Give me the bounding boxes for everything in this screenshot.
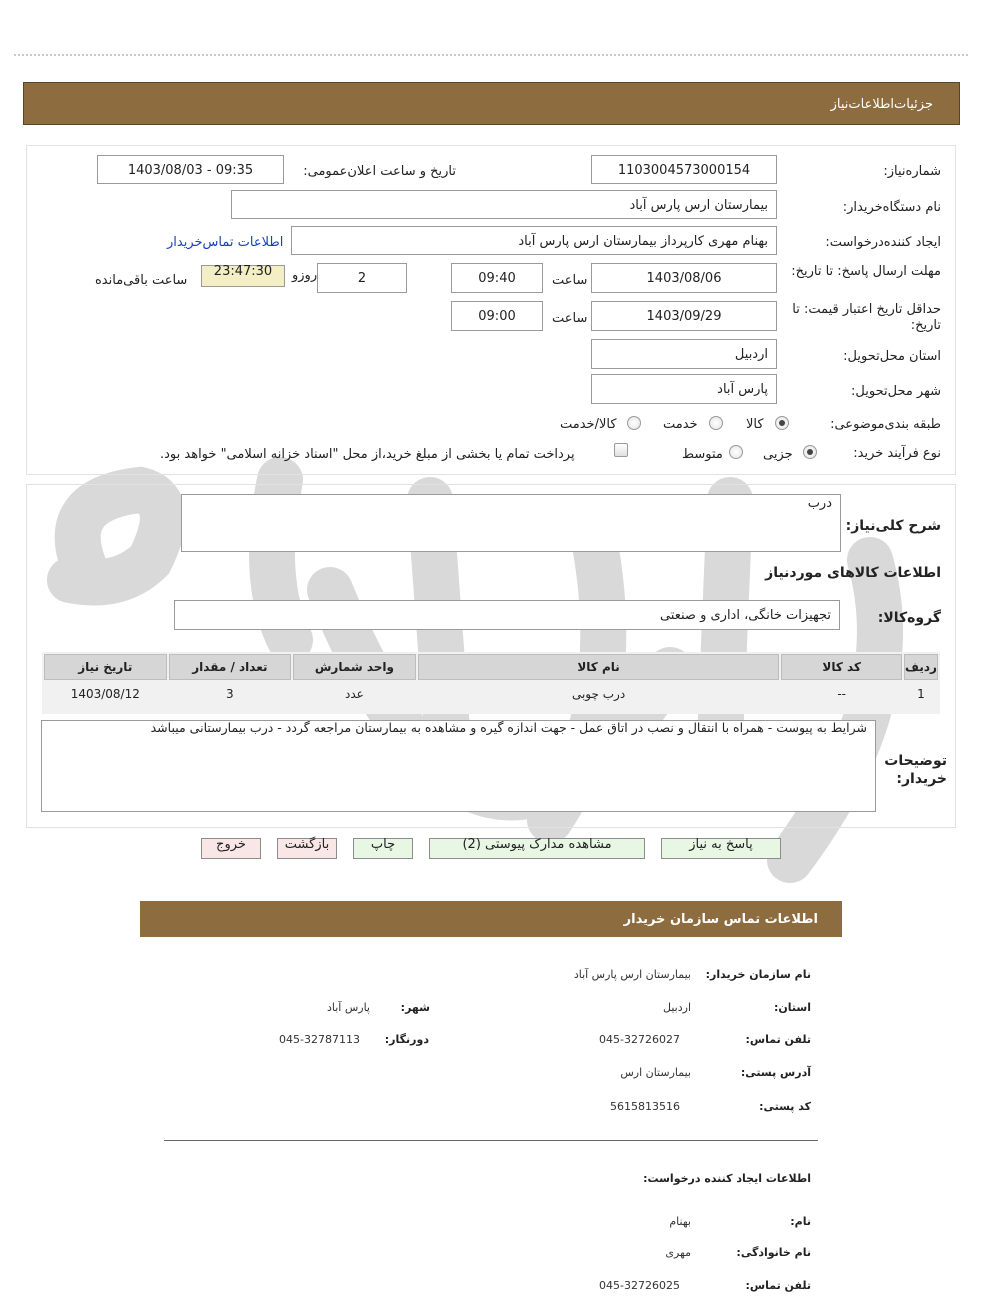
buyer-notes-field: شرایط به پیوست - همراه با انتقال و نصب در اتاق عمل - جهت اندازه گیره و مشاهده به بیمارستان مراجعه گردد - درب بیمارستانی میباشد	[41, 720, 876, 812]
print-button[interactable]: چاپ	[353, 838, 413, 859]
creator-phone-value: 045-32726025	[599, 1279, 680, 1292]
page-header	[23, 82, 960, 125]
contact-city-label: شهر:	[400, 1001, 430, 1014]
category-option-service: خدمت	[663, 417, 698, 432]
validity-time-label: ساعت	[552, 311, 588, 326]
cell-qty: 3	[226, 687, 234, 701]
creator-phone-label: تلفن تماس:	[745, 1279, 811, 1292]
contact-province-label: استان:	[774, 1001, 811, 1014]
announce-datetime-field: 1403/08/03 - 09:35	[97, 155, 284, 184]
deadline-time-label: ساعت	[552, 273, 588, 288]
goods-section-title: اطلاعات کالاهای مورد‌نیاز	[765, 565, 941, 581]
col-name: نام کالا	[418, 654, 780, 680]
exit-button[interactable]: خروج	[201, 838, 261, 859]
province-label: استان محل‌تحویل:	[843, 349, 941, 364]
category-radio-goods-service[interactable]	[627, 416, 641, 430]
category-label: طبقه بندی‌موضوعی:	[830, 417, 941, 432]
process-radio-medium[interactable]	[729, 445, 743, 459]
day-label: روزو	[292, 268, 318, 283]
need-desc-field: درب	[181, 494, 841, 552]
back-button[interactable]: بازگشت	[277, 838, 337, 859]
col-qty: تعداد / مقدار	[169, 654, 292, 680]
deadline-date-field: 1403/08/06	[591, 263, 777, 293]
contact-org-label: نام سازمان خریدار:	[705, 968, 811, 981]
col-row: ردیف	[904, 654, 938, 680]
validity-label: حداقل تاریخ اعتبار قیمت: تا تاریخ:	[792, 302, 941, 333]
contact-org-value: بیمارستان ارس پارس آباد	[573, 968, 691, 981]
treasury-payment-note: پرداخت تمام یا بخشی از مبلغ خرید،از محل "اسناد خزانه اسلامی" خواهد بود.	[160, 447, 575, 462]
contact-postal-label: کد پستی:	[759, 1100, 811, 1113]
attachments-button[interactable]: مشاهده مدارک پیوستی (2)	[429, 838, 645, 859]
category-option-goods-service: کالا/خدمت	[560, 417, 617, 432]
contact-phone-label: تلفن تماس:	[745, 1033, 811, 1046]
table-row	[44, 682, 938, 706]
need-desc-label: شرح کلی‌نیاز:	[845, 518, 941, 534]
page-title: جزئیات‌اطلاعات‌نیاز	[830, 97, 933, 112]
contact-section-header	[140, 901, 842, 937]
top-divider	[14, 54, 968, 56]
creator-name-value: بهنام	[669, 1215, 691, 1228]
contact-fax-value: 045-32787113	[279, 1033, 360, 1046]
need-number-label: شماره‌نیاز:	[883, 164, 941, 179]
city-field: پارس آباد	[591, 374, 777, 404]
creator-info-title: اطلاعات ایجاد کننده درخواست:	[643, 1172, 811, 1185]
cell-date: 1403/08/12	[70, 687, 140, 701]
countdown-timer: 23:47:30	[201, 265, 285, 287]
goods-table	[42, 652, 940, 708]
remaining-label: ساعت باقی‌مانده	[95, 273, 188, 288]
need-number-field: 1103004573000154	[591, 155, 777, 184]
reply-button[interactable]: پاسخ به نیاز	[661, 838, 781, 859]
process-option-medium: متوسط	[682, 447, 723, 462]
creator-field: بهنام مهری کارپرداز بیمارستان ارس پارس آباد	[291, 226, 777, 255]
goods-group-field: تجهیزات خانگی، اداری و صنعتی	[174, 600, 840, 630]
category-option-goods: کالا	[746, 417, 764, 432]
deadline-time-field: 09:40	[451, 263, 543, 293]
validity-date-field: 1403/09/29	[591, 301, 777, 331]
buyer-org-field: بیمارستان ارس پارس آباد	[231, 190, 777, 219]
col-date: تاریخ نیاز	[44, 654, 167, 680]
creator-family-value: مهری	[665, 1246, 691, 1259]
city-label: شهر محل‌تحویل:	[851, 384, 941, 399]
buyer-notes-label: توضیحات خریدار:	[884, 753, 947, 787]
contact-fax-label: دورنگار:	[384, 1033, 429, 1046]
goods-table-container	[42, 652, 940, 714]
cell-code: --	[837, 687, 847, 701]
creator-label: ایجاد کننده‌درخواست:	[825, 235, 941, 250]
announce-label: تاریخ و ساعت اعلان‌عمومی:	[303, 164, 456, 179]
buyer-org-label: نام دستگاه‌خریدار:	[842, 200, 941, 215]
creator-name-label: نام:	[790, 1215, 811, 1228]
days-remaining-field: 2	[317, 263, 407, 293]
contact-province-value: اردبیل	[663, 1001, 691, 1014]
treasury-payment-checkbox[interactable]	[614, 443, 628, 457]
cell-unit: عدد	[345, 687, 364, 701]
contact-address-label: آدرس پستی:	[740, 1066, 811, 1079]
creator-family-label: نام خانوادگی:	[736, 1246, 811, 1259]
process-radio-minor[interactable]	[803, 445, 817, 459]
process-option-minor: جزیی	[763, 447, 793, 462]
province-field: اردبیل	[591, 339, 777, 369]
contact-divider	[164, 1140, 818, 1141]
deadline-label: مهلت ارسال پاسخ: تا تاریخ:	[791, 264, 941, 279]
buyer-contact-link[interactable]: اطلاعات تماس‌خریدار	[167, 235, 284, 250]
category-radio-service[interactable]	[709, 416, 723, 430]
category-radio-goods[interactable]	[775, 416, 789, 430]
contact-address-value: بیمارستان ارس	[620, 1066, 691, 1079]
col-code: کد کالا	[781, 654, 902, 680]
contact-section-title: اطلاعات تماس سازمان خریدار	[623, 912, 818, 927]
contact-city-value: پارس آباد	[326, 1001, 370, 1014]
process-label: نوع فرآیند خرید:	[853, 446, 941, 461]
cell-name: درب چوبی	[571, 687, 626, 701]
cell-row: 1	[917, 687, 925, 701]
contact-phone-value: 045-32726027	[599, 1033, 680, 1046]
contact-postal-value: 5615813516	[610, 1100, 680, 1113]
col-unit: واحد شمارش	[293, 654, 416, 680]
goods-table-header	[44, 654, 938, 680]
validity-time-field: 09:00	[451, 301, 543, 331]
goods-group-label: گروه‌کالا:	[877, 610, 941, 626]
